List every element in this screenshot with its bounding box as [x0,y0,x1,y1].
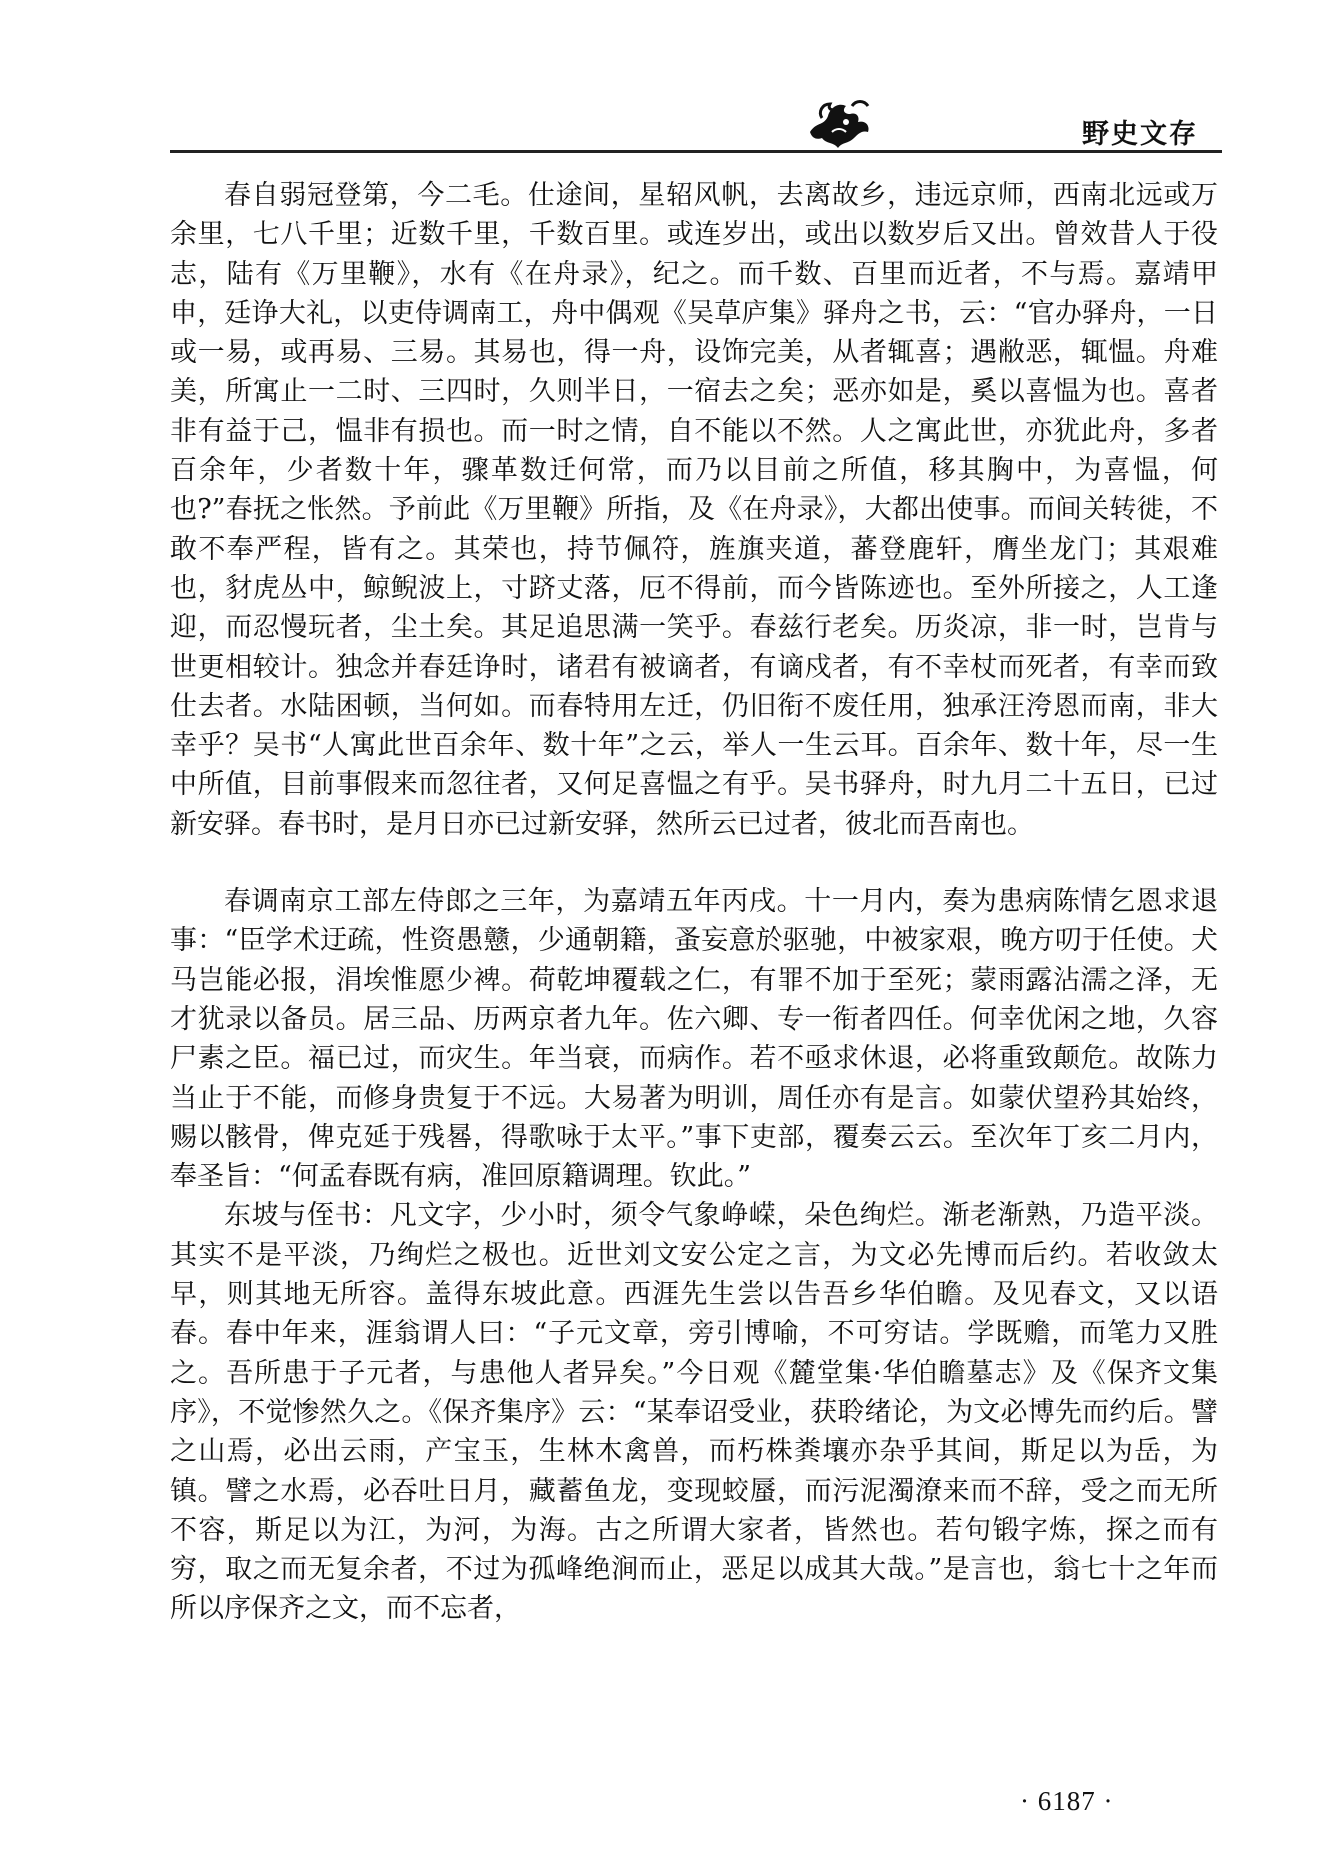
running-header [170,92,1222,156]
page-number: · 6187 · [1020,1786,1114,1816]
paragraph: 春调南京工部左侍郎之三年，为嘉靖五年丙戌。十一月内，奏为患病陈情乞恩求退事：“臣学术迂疏，性资愚戆，少通朝籍，蚤妄意於驱驰，中被家艰，晚方叨于任使。犬马岂能必报，涓埃惟愿少裨。荷乾坤覆载之仁，有罪不加于至死；蒙雨露沾濡之泽，无才犹录以备员。居三品、历两京者九年。佐六卿、专一衔者四任。何幸优闲之地，久容尸素之臣。福已过，而灾生。年当衰，而病作。若不亟求休退，必将重致颠危。故陈力当止于不能，而修身贵复于不远。大易著为明训，周任亦有是言。如蒙伏望矜其始终，赐以骸骨，俾克延于残晷，得歌咏于太平。”事下吏部，覆奏云云。至次年丁亥二月内，奉圣旨：“何孟春既有病，准回原籍调理。钦此。” [170,886,1218,1193]
paragraph: 东坡与侄书：凡文字，少小时，须令气象峥嵘，朵色绚烂。渐老渐熟，乃造平淡。其实不是平淡，乃绚烂之极也。近世刘文安公定之言，为文必先博而后约。若收敛太早，则其地无所容。盖得东坡此意。西涯先生尝以告吾乡华伯瞻。及见春文，又以语春。春中年来，涯翁谓人曰：“子元文章，旁引博喻，不可穷诘。学既赡，而笔力又胜之。吾所患于子元者，与患他人者异矣。”今日观《麓堂集·华伯瞻墓志》及《保齐文集序》，不觉惨然久之。《保齐集序》云：“某奉诏受业，获聆绪论，为文必博先而约后。譬之山焉，必出云雨，产宝玉，生林木禽兽，而朽株粪壤亦杂乎其间，斯足以为岳，为镇。譬之水焉，必吞吐日月，藏蓄鱼龙，变现蛟蜃，而污泥濁潦来而不辞，受之而无所不容，斯足以为江，为河，为海。古之所谓大家者，皆然也。若句锻字炼，探之而有穷，取之而无复余者，不过为孤峰绝涧而止，恶足以成其大哉。”是言也，翁七十之年而所以序保齐之文，而不忘者， [170,1200,1218,1625]
section-gap [170,844,1218,882]
series-title: 野史文存 [1082,119,1198,150]
paragraph: 春自弱冠登第，今二毛。仕途间，星轺风帆，去离故乡，违远京师，西南北远或万余里，七八千里；近数千里，千数百里。或连岁出，或出以数岁后又出。曾效昔人于役志，陆有《万里鞭》，水有《在舟录》，纪之。而千数、百里而近者，不与焉。嘉靖甲申，廷诤大礼，以吏侍调南工，舟中偶观《吴草庐集》驿舟之书，云：“官办驿舟，一日或一易，或再易、三易。其易也，得一舟，设饰完美，从者辄喜；遇敝恶，辄愠。舟难美，所寓止一二时、三四时，久则半日，一宿去之矣；恶亦如是，奚以喜愠为也。喜者非有益于己，愠非有损也。而一时之情，自不能以不然。人之寓此世，亦犹此舟，多者百余年，少者数十年，骤革数迁何常，而乃以目前之所值，移其胸中，为喜愠，何也?”春抚之怅然。予前此《万里鞭》所指，及《在舟录》，大都出使事。而间关转徙，不敢不奉严程，皆有之。其荣也，持节佩符，旌旗夹道，蕃登鹿轩，膺坐龙门；其艰难也，豺虎丛中，鲸鲵波上，寸跻丈落，厄不得前，而今皆陈迹也。至外所接之，人工逢迎，而忍慢玩者，尘土矣。其足追思满一笑乎。春兹行老矣。历炎凉，非一时，岂肯与世更相较计。独念并春廷诤时，诸君有被谪者，有谪戍者，有不幸杖而死者，有幸而致仕去者。水陆困顿，当何如。而春特用左迁，仍旧衔不废任用，独承汪洿恩而南，非大幸乎？吴书“人寓此世百余年、数十年”之云，举人一生云耳。百余年、数十年，尽一生中所值，目前事假来而忽往者，又何足喜愠之有乎。吴书驿舟，时九月二十五日，已过新安驿。春书时，是月日亦已过新安驿，然所云已过者，彼北而吾南也。 [170,180,1218,840]
page-body [170,176,1218,1629]
dragon-emblem-icon [802,92,876,156]
header-rule [170,150,1222,153]
